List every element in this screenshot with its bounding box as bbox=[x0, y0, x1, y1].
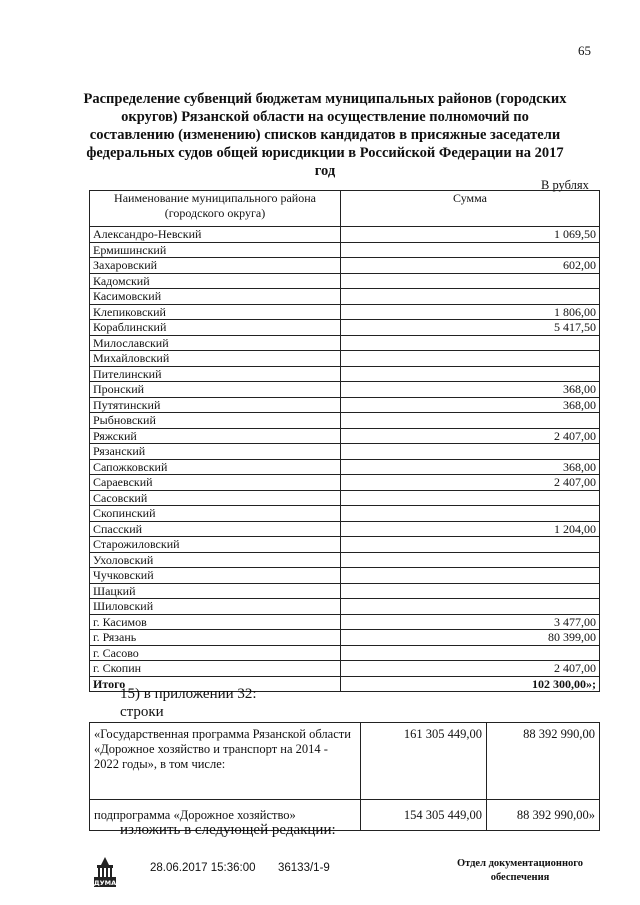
table-row bbox=[90, 335, 600, 351]
table-header-row bbox=[90, 191, 600, 227]
table-row bbox=[90, 304, 600, 320]
table-row bbox=[90, 630, 600, 646]
amount-cell: 80 399,00 bbox=[341, 630, 600, 646]
column-header-name: Наименование муниципального района (городского округа) bbox=[90, 191, 341, 227]
district-name-cell: Чучковский bbox=[90, 568, 341, 584]
item-15-heading: 15) в приложении 32: bbox=[120, 686, 257, 702]
district-name-cell: г. Касимов bbox=[90, 614, 341, 630]
amount-cell bbox=[341, 537, 600, 553]
amount-cell: 1 204,00 bbox=[341, 521, 600, 537]
table-row bbox=[90, 320, 600, 336]
amount-cell bbox=[341, 583, 600, 599]
table-row bbox=[90, 645, 600, 661]
table-row bbox=[90, 242, 600, 258]
program-value-1-cell: 161 305 449,00 bbox=[361, 723, 487, 800]
amount-cell bbox=[341, 335, 600, 351]
table-row bbox=[90, 521, 600, 537]
svg-text:ДУМА: ДУМА bbox=[93, 879, 117, 887]
subprogram-value-1-cell: 154 305 449,00 bbox=[361, 800, 487, 831]
amount-cell: 1 069,50 bbox=[341, 227, 600, 243]
district-name-cell: Старожиловский bbox=[90, 537, 341, 553]
district-name-cell: Шацкий bbox=[90, 583, 341, 599]
column-header-amount: Сумма bbox=[341, 191, 600, 227]
amount-cell bbox=[341, 273, 600, 289]
table-row bbox=[90, 397, 600, 413]
district-name-cell: Михайловский bbox=[90, 351, 341, 367]
amount-cell: 2 407,00 bbox=[341, 428, 600, 444]
table-row bbox=[90, 506, 600, 522]
table-row bbox=[90, 366, 600, 382]
table-row bbox=[90, 351, 600, 367]
district-name-cell: Пителинский bbox=[90, 366, 341, 382]
program-value-2-cell: 88 392 990,00 bbox=[487, 723, 600, 800]
amount-cell: 368,00 bbox=[341, 397, 600, 413]
table-row bbox=[90, 273, 600, 289]
table-row bbox=[90, 568, 600, 584]
district-name-cell: Путятинский bbox=[90, 397, 341, 413]
page-number: 65 bbox=[578, 43, 591, 58]
amount-cell: 5 417,50 bbox=[341, 320, 600, 336]
table-row bbox=[90, 227, 600, 243]
program-name-cell: «Государственная программа Рязанской области «Дорожное хозяйство и транспорт на 2014 - 2022 годы», в том числе: bbox=[90, 723, 361, 800]
table-row bbox=[90, 583, 600, 599]
table-row bbox=[90, 382, 600, 398]
amount-cell: 368,00 bbox=[341, 459, 600, 475]
total-amount-cell: 102 300,00»; bbox=[341, 676, 600, 692]
district-name-cell: Скопинский bbox=[90, 506, 341, 522]
units-label: В рублях bbox=[541, 178, 589, 192]
footer-datetime: 28.06.2017 15:36:00 bbox=[150, 862, 256, 874]
subprogram-value-2-cell: 88 392 990,00» bbox=[487, 800, 600, 831]
footer-department: Отдел документационного обеспечения bbox=[456, 858, 584, 883]
table-row bbox=[90, 723, 600, 800]
district-name-cell: Кадомский bbox=[90, 273, 341, 289]
district-name-cell: Ермишинский bbox=[90, 242, 341, 258]
amount-cell: 602,00 bbox=[341, 258, 600, 274]
district-name-cell: Александро-Невский bbox=[90, 227, 341, 243]
district-name-cell: Касимовский bbox=[90, 289, 341, 305]
district-name-cell: Захаровский bbox=[90, 258, 341, 274]
table-row bbox=[90, 475, 600, 491]
subprogram-name-cell: подпрограмма «Дорожное хозяйство» bbox=[90, 800, 361, 831]
distribution-table bbox=[89, 190, 600, 692]
district-name-cell: Сасовский bbox=[90, 490, 341, 506]
district-name-cell: Рыбновский bbox=[90, 413, 341, 429]
district-name-cell: Пронский bbox=[90, 382, 341, 398]
district-name-cell: Сапожковский bbox=[90, 459, 341, 475]
duma-logo-icon bbox=[92, 856, 118, 888]
amount-cell bbox=[341, 366, 600, 382]
table-row bbox=[90, 599, 600, 615]
table-row bbox=[90, 552, 600, 568]
district-name-cell: Кораблинский bbox=[90, 320, 341, 336]
amount-cell bbox=[341, 568, 600, 584]
amount-cell bbox=[341, 645, 600, 661]
table-row bbox=[90, 661, 600, 677]
lines-label: строки bbox=[120, 704, 164, 720]
document-title: Распределение субвенций бюджетам муниципальных районов (городских округов) Рязанской области на осуществление полномочий по составлению (изменению) списков кандидатов в присяжные заседатели федеральных судов общей юрисдикции в Российской Федерации на 2017 год bbox=[83, 91, 567, 179]
table-row bbox=[90, 444, 600, 460]
amount-cell bbox=[341, 413, 600, 429]
amount-cell: 368,00 bbox=[341, 382, 600, 398]
amount-cell bbox=[341, 444, 600, 460]
amount-cell bbox=[341, 599, 600, 615]
district-name-cell: Шиловский bbox=[90, 599, 341, 615]
district-name-cell: г. Сасово bbox=[90, 645, 341, 661]
table-row bbox=[90, 258, 600, 274]
amount-cell: 3 477,00 bbox=[341, 614, 600, 630]
district-name-cell: Клепиковский bbox=[90, 304, 341, 320]
footer-doc-code: 36133/1-9 bbox=[278, 862, 330, 874]
table-row bbox=[90, 413, 600, 429]
amount-cell bbox=[341, 490, 600, 506]
table-row bbox=[90, 490, 600, 506]
district-name-cell: г. Скопин bbox=[90, 661, 341, 677]
amount-cell: 2 407,00 bbox=[341, 475, 600, 491]
revision-instruction: изложить в следующей редакции: bbox=[120, 822, 336, 838]
amount-cell bbox=[341, 506, 600, 522]
district-name-cell: Ряжский bbox=[90, 428, 341, 444]
table-row bbox=[90, 537, 600, 553]
amount-cell bbox=[341, 552, 600, 568]
district-name-cell: г. Рязань bbox=[90, 630, 341, 646]
amount-cell bbox=[341, 351, 600, 367]
total-label-cell: Итого bbox=[90, 676, 341, 692]
district-name-cell: Рязанский bbox=[90, 444, 341, 460]
district-name-cell: Ухоловский bbox=[90, 552, 341, 568]
table-row bbox=[90, 459, 600, 475]
district-name-cell: Милославский bbox=[90, 335, 341, 351]
amount-cell bbox=[341, 289, 600, 305]
amount-cell: 2 407,00 bbox=[341, 661, 600, 677]
table-row bbox=[90, 614, 600, 630]
amount-cell bbox=[341, 242, 600, 258]
table-row bbox=[90, 289, 600, 305]
table-row bbox=[90, 428, 600, 444]
appendix-table bbox=[89, 722, 600, 831]
district-name-cell: Спасский bbox=[90, 521, 341, 537]
district-name-cell: Сараевский bbox=[90, 475, 341, 491]
amount-cell: 1 806,00 bbox=[341, 304, 600, 320]
